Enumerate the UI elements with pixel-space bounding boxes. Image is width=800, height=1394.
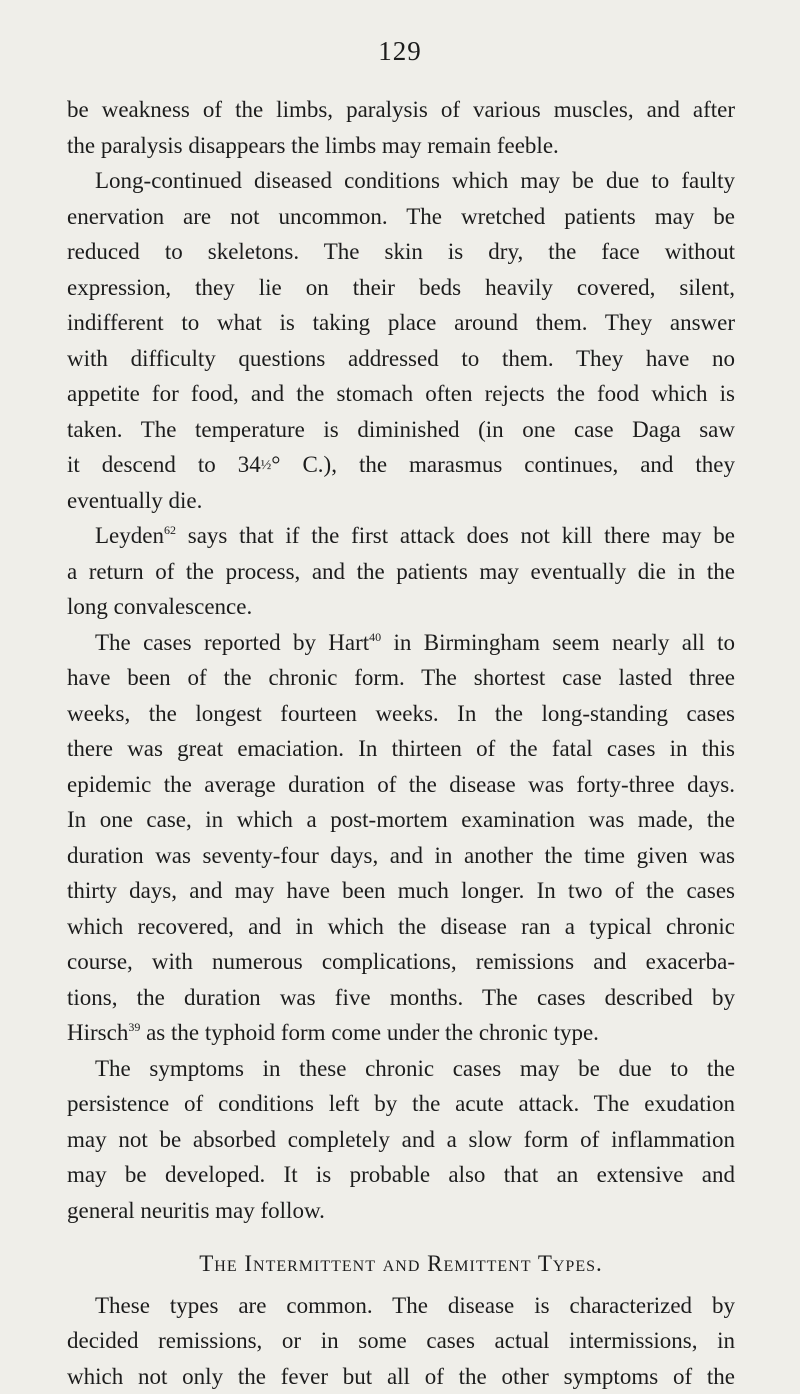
text-line: general neuritis may follow. (67, 1193, 735, 1229)
text-fragment: in Birmingham seem nearly all to (381, 630, 735, 655)
text-line: have been of the chronic form. The shortest case lasted three (67, 660, 735, 696)
page-number: 129 (0, 36, 800, 67)
text-line: long convalescence. (67, 589, 735, 625)
text-line: which not only the fever but all of the other symptoms of the (67, 1359, 735, 1394)
text-line: may be developed. It is probable also that an extensive and (67, 1157, 735, 1193)
text-line: persistence of conditions left by the acute attack. The exudation (67, 1086, 735, 1122)
text-line: duration was seventy-four days, and in another the time given was (67, 838, 735, 874)
text-line: In one case, in which a post-mortem examination was made, the (67, 802, 735, 838)
fraction: ½ (261, 458, 272, 473)
text-line: which recovered, and in which the disease ran a typical chronic (67, 909, 735, 945)
text-line: eventually die. (67, 483, 735, 519)
text-line: appetite for food, and the stomach often rejects the food which is (67, 376, 735, 412)
text-line (67, 1015, 735, 1051)
text-line (67, 447, 735, 483)
footnote-reference: 40 (369, 630, 381, 644)
footnote-reference: 39 (128, 1020, 140, 1034)
text-fragment: says that if the first attack does not kill there may be (176, 523, 735, 548)
text-line: indifferent to what is taking place around them. They answer (67, 305, 735, 341)
text-line: tions, the duration was five months. The cases described by (67, 980, 735, 1016)
text-line: course, with numerous complications, remissions and exacerba- (67, 944, 735, 980)
text-fragment: The cases reported by Hart (95, 630, 369, 655)
text-fragment: ° C.), the marasmus continues, and they (271, 452, 735, 477)
text-line: weeks, the longest fourteen weeks. In the long-standing cases (67, 696, 735, 732)
text-line: reduced to skeletons. The skin is dry, the face without (67, 234, 735, 270)
text-line: the paralysis disappears the limbs may remain feeble. (67, 128, 735, 164)
footnote-reference: 62 (164, 523, 176, 537)
text-line: be weakness of the limbs, paralysis of various muscles, and after (67, 92, 735, 128)
text-line: enervation are not uncommon. The wretched patients may be (67, 199, 735, 235)
text-line (67, 518, 735, 554)
text-fragment: as the typhoid form come under the chronic type. (140, 1020, 599, 1045)
body-text (67, 92, 735, 1394)
text-line: Long-continued diseased conditions which may be due to faulty (67, 163, 735, 199)
text-line: thirty days, and may have been much longer. In two of the cases (67, 873, 735, 909)
text-line: expression, they lie on their beds heavily covered, silent, (67, 270, 735, 306)
text-fragment: it descend to 34 (67, 452, 261, 477)
text-fragment: Hirsch (67, 1020, 128, 1045)
text-line: a return of the process, and the patients may eventually die in the (67, 554, 735, 590)
text-line: decided remissions, or in some cases actual intermissions, in (67, 1323, 735, 1359)
text-line: These types are common. The disease is characterized by (67, 1288, 735, 1324)
text-line: with difficulty questions addressed to them. They have no (67, 341, 735, 377)
text-line: taken. The temperature is diminished (in one case Daga saw (67, 412, 735, 448)
text-line: there was great emaciation. In thirteen of the fatal cases in this (67, 731, 735, 767)
text-line: may not be absorbed completely and a slow form of inflammation (67, 1122, 735, 1158)
text-line: epidemic the average duration of the disease was forty-three days. (67, 767, 735, 803)
text-fragment: Leyden (95, 523, 164, 548)
text-line (67, 625, 735, 661)
section-heading: The Intermittent and Remittent Types. (67, 1246, 735, 1282)
text-line: The symptoms in these chronic cases may be due to the (67, 1051, 735, 1087)
